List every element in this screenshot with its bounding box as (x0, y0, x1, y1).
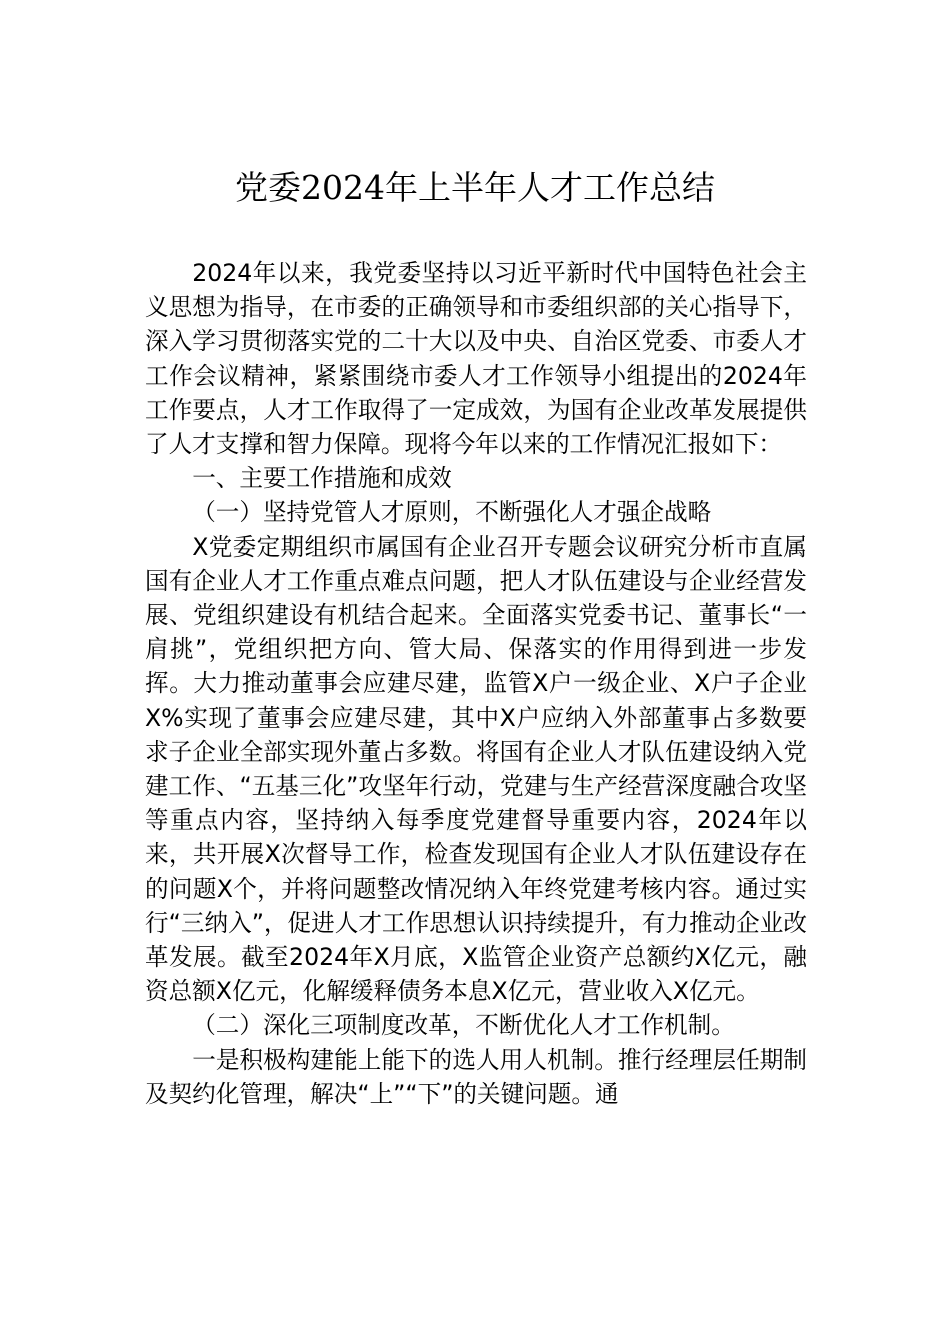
body-paragraph: 一是积极构建能上能下的选人用人机制。推行经理层任期制及契约化管理，解决“上”“下”的关键问题。通 (145, 1045, 807, 1108)
subsection-heading: （一）坚持党管人才原则，不断强化人才强企战略 (192, 498, 712, 527)
document-body (145, 256, 807, 1111)
body-paragraph: X党委定期组织市属国有企业召开专题会议研究分析市直属国有企业人才工作重点难点问题，把人才队伍建设与企业经营发展、党组织建设有机结合起来。全面落实党委书记、董事长“一肩挑”，党组织把方向、管大局、保落实的作用得到进一步发挥。大力推动董事会应建尽建，监管X户一级企业、X户子企业X%实现了董事会应建尽建，其中X户应纳入外部董事占多数要求子企业全部实现外董占多数。将国有企业人才队伍建设纳入党建工作、“五基三化”攻坚年行动，党建与生产经营深度融合攻坚等重点内容，坚持纳入每季度党建督导重要内容，2024年以来，共开展X次督导工作，检查发现国有企业人才队伍建设存在的问题X个，并将问题整改情况纳入年终党建考核内容。通过实行“三纳入”，促进人才工作思想认识持续提升，有力推动企业改革发展。截至2024年X月底，X监管企业资产总额约X亿元，融资总额X亿元，化解缓释债务本息X亿元，营业收入X亿元。 (145, 532, 807, 1006)
section-heading: 一、主要工作措施和成效 (192, 464, 452, 493)
intro-paragraph: 2024年以来，我党委坚持以习近平新时代中国特色社会主义思想为指导，在市委的正确领导和市委组织部的关心指导下，深入学习贯彻落实党的二十大以及中央、自治区党委、市委人才工作会议精神，紧紧围绕市委人才工作领导小组提出的2024年工作要点，人才工作取得了一定成效，为国有企业改革发展提供了人才支撑和智力保障。现将今年以来的工作情况汇报如下： (145, 259, 807, 459)
document-title: 党委2024年上半年人才工作总结 (235, 168, 715, 207)
subsection-heading: （二）深化三项制度改革，不断优化人才工作机制。 (192, 1011, 735, 1040)
